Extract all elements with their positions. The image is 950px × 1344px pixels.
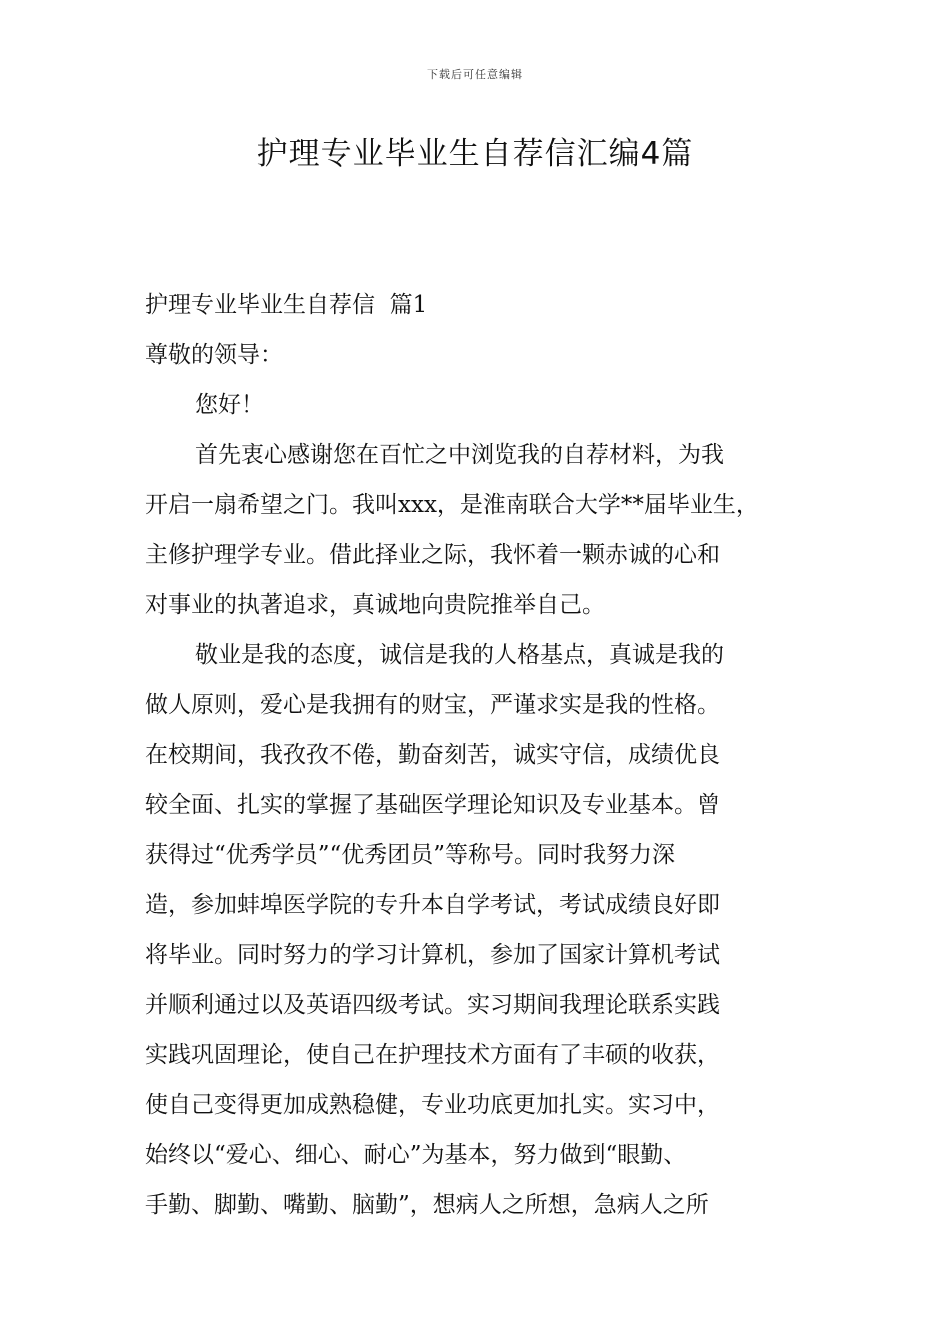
paragraph-line: 在校期间，我孜孜不倦，勤奋刻苦，诚实守信，成绩优良 xyxy=(145,742,720,768)
paragraph-line: 获得过“优秀学员”“优秀团员”等称号。同时我努力深 xyxy=(145,842,676,868)
paragraph-line: 并顺利通过以及英语四级考试。实习期间我理论联系实践 xyxy=(145,992,720,1018)
paragraph-1 xyxy=(145,430,815,630)
paragraph-line: 始终以“爱心、细心、耐心”为基本，努力做到“眼勤、 xyxy=(145,1142,687,1168)
paragraph-line: 使自己变得更加成熟稳健，专业功底更加扎实。实习中， xyxy=(145,1092,720,1118)
paragraph-line: 主修护理学专业。借此择业之际，我怀着一颗赤诚的心和 xyxy=(145,542,720,568)
document-title: 护理专业毕业生自荐信汇编4篇 xyxy=(256,136,694,172)
paragraph-line: 做人原则，爱心是我拥有的财宝，严谨求实是我的性格。 xyxy=(145,692,720,718)
paragraph-line: 实践巩固理论，使自己在护理技术方面有了丰硕的收获， xyxy=(145,1042,720,1068)
paragraph-line: 对事业的执著追求，真诚地向贵院推举自己。 xyxy=(145,592,605,618)
paragraph-line: 将毕业。同时努力的学习计算机，参加了国家计算机考试 xyxy=(145,942,720,968)
paragraph-line: 较全面、扎实的掌握了基础医学理论知识及专业基本。曾 xyxy=(145,792,720,818)
letter-heading: 护理专业毕业生自荐信 篇1 xyxy=(145,292,428,318)
letter-body xyxy=(145,280,815,1230)
paragraph-2 xyxy=(145,630,815,1230)
header-note: 下载后可任意编辑 xyxy=(427,68,523,81)
paragraph-line: 造，参加蚌埠医学院的专升本自学考试，考试成绩良好即 xyxy=(145,892,720,918)
paragraph-line: 敬业是我的态度，诚信是我的人格基点，真诚是我的 xyxy=(195,642,724,668)
paragraph-line: 手勤、脚勤、嘴勤、脑勤”，想病人之所想，急病人之所 xyxy=(145,1192,709,1218)
greeting: 您好！ xyxy=(195,392,264,418)
salutation: 尊敬的领导： xyxy=(145,342,283,368)
paragraph-line: 开启一扇希望之门。我叫xxx，是淮南联合大学**届毕业生， xyxy=(145,492,759,518)
paragraph-line: 首先衷心感谢您在百忙之中浏览我的自荐材料，为我 xyxy=(195,442,724,468)
